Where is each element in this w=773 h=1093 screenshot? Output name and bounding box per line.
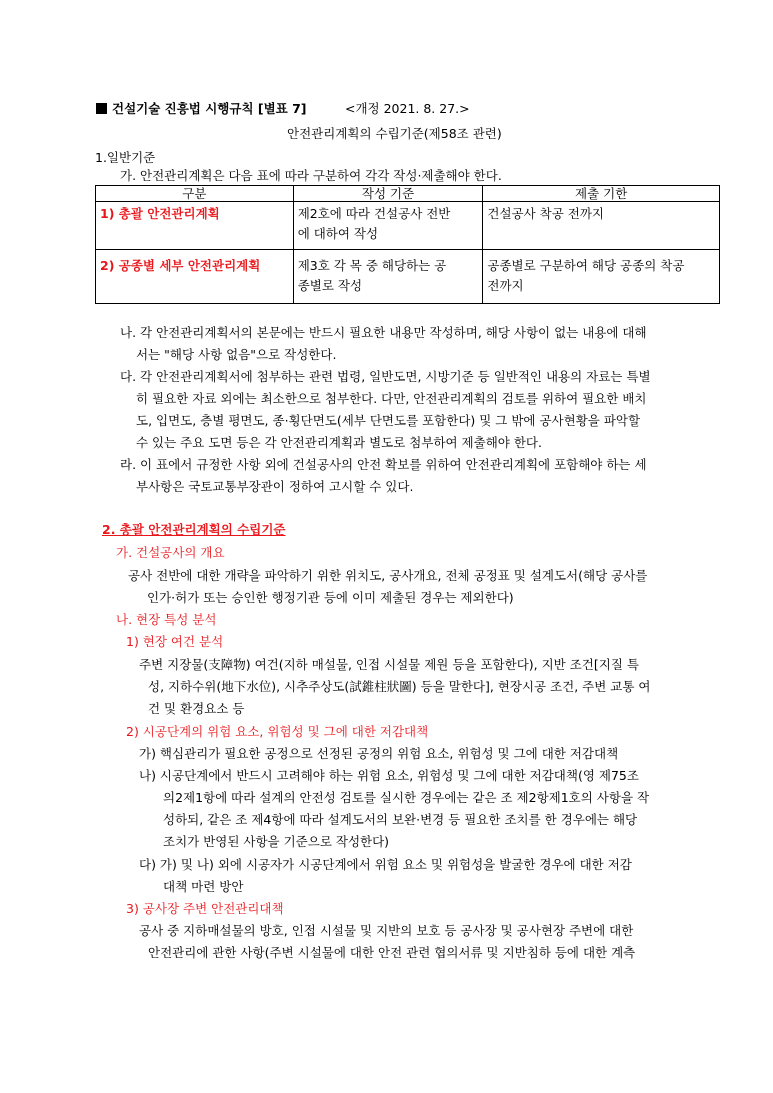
table-header-cell: 구분 bbox=[96, 186, 294, 202]
section1-item-ra-cont: 부사항은 국토교통부장관이 정하여 고시할 수 있다. bbox=[136, 479, 414, 494]
subsection-2-da: 다) 가) 및 나) 외에 시공자가 시공단계에서 위험 요소 및 위험성을 발굴한 경우에 대한 저감 bbox=[139, 857, 632, 872]
law-title bbox=[96, 101, 307, 117]
revision-date: <개정 2021. 8. 27.> bbox=[345, 101, 470, 116]
table-basis-cell bbox=[293, 250, 483, 304]
subsection-2-na: 나) 시공단계에서 반드시 고려해야 하는 위험 요소, 위험성 및 그에 대한 저감대책(영 제75조 bbox=[139, 768, 639, 783]
section1-item-ra: 라. 이 표에서 규정한 사항 외에 건설공사의 안전 확보를 위하여 안전관리계획에 포함해야 하는 세 bbox=[120, 457, 647, 472]
table-row bbox=[96, 202, 720, 250]
subsection-2-na-cont: 조치가 반영된 사항을 기준으로 작성한다) bbox=[163, 834, 390, 849]
section2-heading: 2. 총괄 안전관리계획의 수립기준 bbox=[102, 522, 286, 537]
subsection-2-ga: 가) 핵심관리가 필요한 공정으로 선정된 공정의 위험 요소, 위험성 및 그에 대한 저감대책 bbox=[139, 746, 619, 761]
table-category-cell: 1) 총괄 안전관리계획 bbox=[96, 202, 294, 250]
subsection-1-text-cont: 성, 지하수위(地下水位), 시추주상도(試錐柱狀圖) 등을 말한다], 현장시공 조건, 주변 교통 여 bbox=[148, 679, 651, 694]
subsection-2-title: 2) 시공단계의 위험 요소, 위험성 및 그에 대한 저감대책 bbox=[126, 724, 429, 739]
section1-item-ga: 가. 안전관리계획은 다음 표에 따라 구분하여 각각 작성·제출해야 한다. bbox=[120, 168, 502, 183]
table-header-row bbox=[96, 186, 720, 202]
cell-line: 에 대하여 작성 bbox=[297, 226, 379, 241]
table-row bbox=[96, 250, 720, 304]
table-basis-cell bbox=[293, 202, 483, 250]
cell-line: 전까지 bbox=[487, 278, 524, 293]
cell-line: 건설공사 착공 전까지 bbox=[487, 206, 604, 221]
subsection-2-na-cont: 의2제1항에 따라 설계의 안전성 검토를 실시한 경우에는 같은 조 제2항제1호의 사항을 작 bbox=[163, 790, 650, 805]
section1-item-da-cont: 도, 입면도, 층별 평면도, 종·횡단면도(세부 단면도를 포함한다) 및 그 밖에 공사현황을 파악할 bbox=[136, 413, 641, 428]
table-deadline-cell bbox=[483, 202, 720, 250]
table-deadline-cell bbox=[483, 250, 720, 304]
section1-item-da: 다. 각 안전관리계획서에 첨부하는 관련 법령, 일반도면, 시방기준 등 일반적인 내용의 자료는 특별 bbox=[120, 369, 651, 384]
subsection-1-text: 주변 지장물(支障物) 여건(지하 매설물, 인접 시설물 제원 등을 포함한다), 지반 조건[지질 특 bbox=[139, 657, 639, 672]
square-bullet-icon bbox=[96, 103, 107, 114]
table-header-cell: 작성 기준 bbox=[293, 186, 483, 202]
section2-na-title: 나. 현장 특성 분석 bbox=[116, 612, 217, 627]
cell-line: 제3호 각 목 중 해당하는 공 bbox=[297, 258, 447, 273]
submission-table bbox=[95, 185, 720, 304]
section1-item-da-cont: 히 필요한 자료 외에는 최소한으로 첨부한다. 다만, 안전관리계획의 검토를 위하여 필요한 배치 bbox=[136, 391, 647, 406]
subsection-2-da-cont: 대책 마련 방안 bbox=[163, 879, 244, 894]
cell-line: 공종별로 구분하여 해당 공종의 착공 bbox=[487, 258, 685, 273]
subsection-3-text-cont: 안전관리에 관한 사항(주변 시설물에 대한 안전 관련 협의서류 및 지반침하 등에 대한 계측 bbox=[148, 945, 636, 960]
subsection-3-title: 3) 공사장 주변 안전관리대책 bbox=[126, 901, 284, 916]
subsection-1-title: 1) 현장 여건 분석 bbox=[126, 634, 224, 649]
cell-line: 종별로 작성 bbox=[297, 278, 363, 293]
subsection-1-text-cont: 건 및 환경요소 등 bbox=[148, 701, 245, 716]
section1-item-da-cont: 수 있는 주요 도면 등은 각 안전관리계획과 별도로 첨부하여 제출해야 한다. bbox=[136, 435, 542, 450]
subsection-3-text: 공사 중 지하매설물의 방호, 인접 시설물 및 지반의 보호 등 공사장 및 공사현장 주변에 대한 bbox=[139, 923, 634, 938]
law-title-text: 건설기술 진흥법 시행규칙 [별표 7] bbox=[112, 101, 307, 116]
section2-ga-text: 공사 전반에 대한 개략을 파악하기 위한 위치도, 공사개요, 전체 공정표 및 설계도서(해당 공사를 bbox=[128, 568, 648, 583]
cell-line: 제2호에 따라 건설공사 전반 bbox=[297, 206, 451, 221]
section1-item-na-cont: 서는 "해당 사항 없음"으로 작성한다. bbox=[136, 347, 337, 362]
subsection-2-na-cont: 성하되, 같은 조 제4항에 따라 설계도서의 보완·변경 등 필요한 조치를 한 경우에는 해당 bbox=[163, 812, 638, 827]
section2-ga-text-cont: 인가·허가 또는 승인한 행정기관 등에 이미 제출된 경우는 제외한다) bbox=[147, 590, 514, 605]
table-category-cell: 2) 공종별 세부 안전관리계획 bbox=[96, 250, 294, 304]
section1-heading: 1.일반기준 bbox=[95, 150, 156, 165]
document-subtitle: 안전관리계획의 수립기준(제58조 관련) bbox=[287, 126, 502, 141]
table-header-cell: 제출 기한 bbox=[483, 186, 720, 202]
section1-item-na: 나. 각 안전관리계획서의 본문에는 반드시 필요한 내용만 작성하며, 해당 사항이 없는 내용에 대해 bbox=[120, 325, 647, 340]
section2-ga-title: 가. 건설공사의 개요 bbox=[116, 545, 225, 560]
